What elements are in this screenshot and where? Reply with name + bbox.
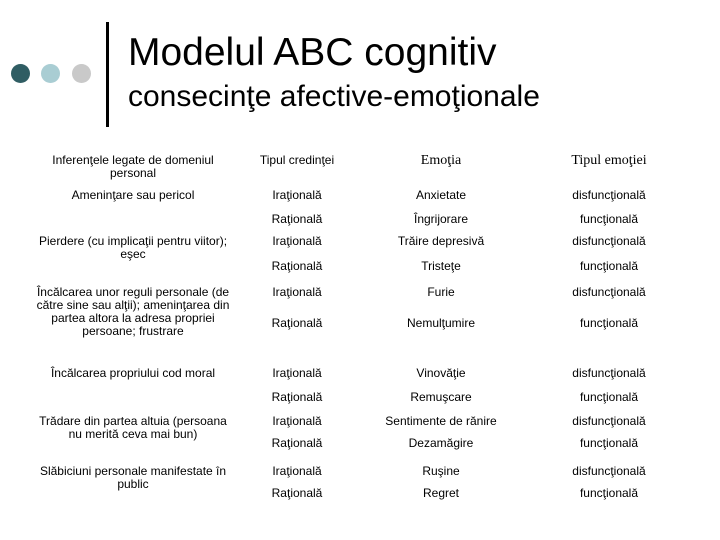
decorative-dot-light-blue — [41, 64, 60, 83]
header-inference: Inferenţele legate de domeniul personal — [52, 153, 214, 180]
inference-cell: Ameninţare sau pericol — [71, 188, 195, 202]
table-header-row — [34, 146, 698, 184]
emotion-cell: Anxietate — [415, 188, 467, 202]
table-row — [34, 361, 698, 385]
abc-table — [34, 146, 698, 506]
emotion-type-cell: funcţională — [579, 259, 639, 273]
emotion-type-cell: funcţională — [579, 486, 639, 500]
header-belief-type: Tipul credinţei — [259, 153, 335, 167]
belief-cell: Iraţională — [272, 414, 322, 428]
slide-subtitle: consecinţe afective-emoţionale — [128, 80, 540, 113]
emotion-cell: Furie — [427, 285, 455, 299]
emotion-cell: Tristeţe — [421, 259, 461, 273]
header-emotion: Emoţia — [420, 153, 462, 168]
emotion-type-cell: disfuncţională — [572, 366, 646, 380]
emotion-cell: Regret — [422, 486, 460, 500]
table-row — [34, 231, 698, 255]
slide-title: Modelul ABC cognitiv — [128, 31, 497, 74]
inference-cell: Încălcarea propriului cod moral — [50, 366, 216, 380]
belief-cell: Raţională — [271, 212, 323, 226]
belief-cell: Raţională — [271, 390, 323, 404]
belief-cell: Iraţională — [272, 366, 322, 380]
table-row — [34, 409, 698, 432]
emotion-type-cell: disfuncţională — [572, 285, 646, 299]
emotion-type-cell: disfuncţională — [572, 464, 646, 478]
emotion-type-cell: funcţională — [579, 436, 639, 450]
belief-cell: Raţională — [271, 486, 323, 500]
emotion-type-cell: disfuncţională — [572, 234, 646, 248]
emotion-cell: Remuşcare — [410, 390, 472, 404]
emotion-cell: Îngrijorare — [413, 212, 469, 226]
header-emotion-type: Tipul emoţiei — [571, 153, 647, 168]
belief-cell: Raţională — [271, 259, 323, 273]
emotion-type-cell: disfuncţională — [572, 188, 646, 202]
table-row — [34, 184, 698, 208]
belief-cell: Iraţională — [272, 234, 322, 248]
inference-cell: Slăbiciuni personale manifestate în public — [39, 464, 227, 491]
emotion-type-cell: disfuncţională — [572, 414, 646, 428]
emotion-type-cell: funcţională — [579, 390, 639, 404]
emotion-cell: Dezamăgire — [408, 436, 474, 450]
emotion-cell: Sentimente de rănire — [385, 414, 497, 428]
emotion-cell: Nemulţumire — [406, 316, 475, 330]
table-row — [34, 281, 698, 309]
inference-cell: Pierdere (cu implicaţii pentru viitor); eşec — [38, 234, 228, 261]
belief-cell: Raţională — [271, 436, 323, 450]
inference-cell: Trădare din partea altuia (persoana nu merită ceva mai bun) — [39, 414, 227, 441]
table-row — [34, 459, 698, 482]
emotion-cell: Vinovăţie — [416, 366, 466, 380]
decorative-dot-dark — [11, 64, 30, 83]
emotion-cell: Ruşine — [422, 464, 460, 478]
belief-cell: Iraţională — [272, 285, 322, 299]
title-divider — [106, 22, 109, 127]
emotion-cell: Trăire depresivă — [397, 234, 485, 248]
inference-cell: Încălcarea unor reguli personale (de către sine sau alţii); ameninţarea din partea altora la adresa propriei persoane; frustrare — [36, 285, 230, 338]
belief-cell: Iraţională — [272, 464, 322, 478]
emotion-type-cell: funcţională — [579, 212, 639, 226]
belief-cell: Iraţională — [272, 188, 322, 202]
decorative-dot-gray — [72, 64, 91, 83]
emotion-type-cell: funcţională — [579, 316, 639, 330]
belief-cell: Raţională — [271, 316, 323, 330]
